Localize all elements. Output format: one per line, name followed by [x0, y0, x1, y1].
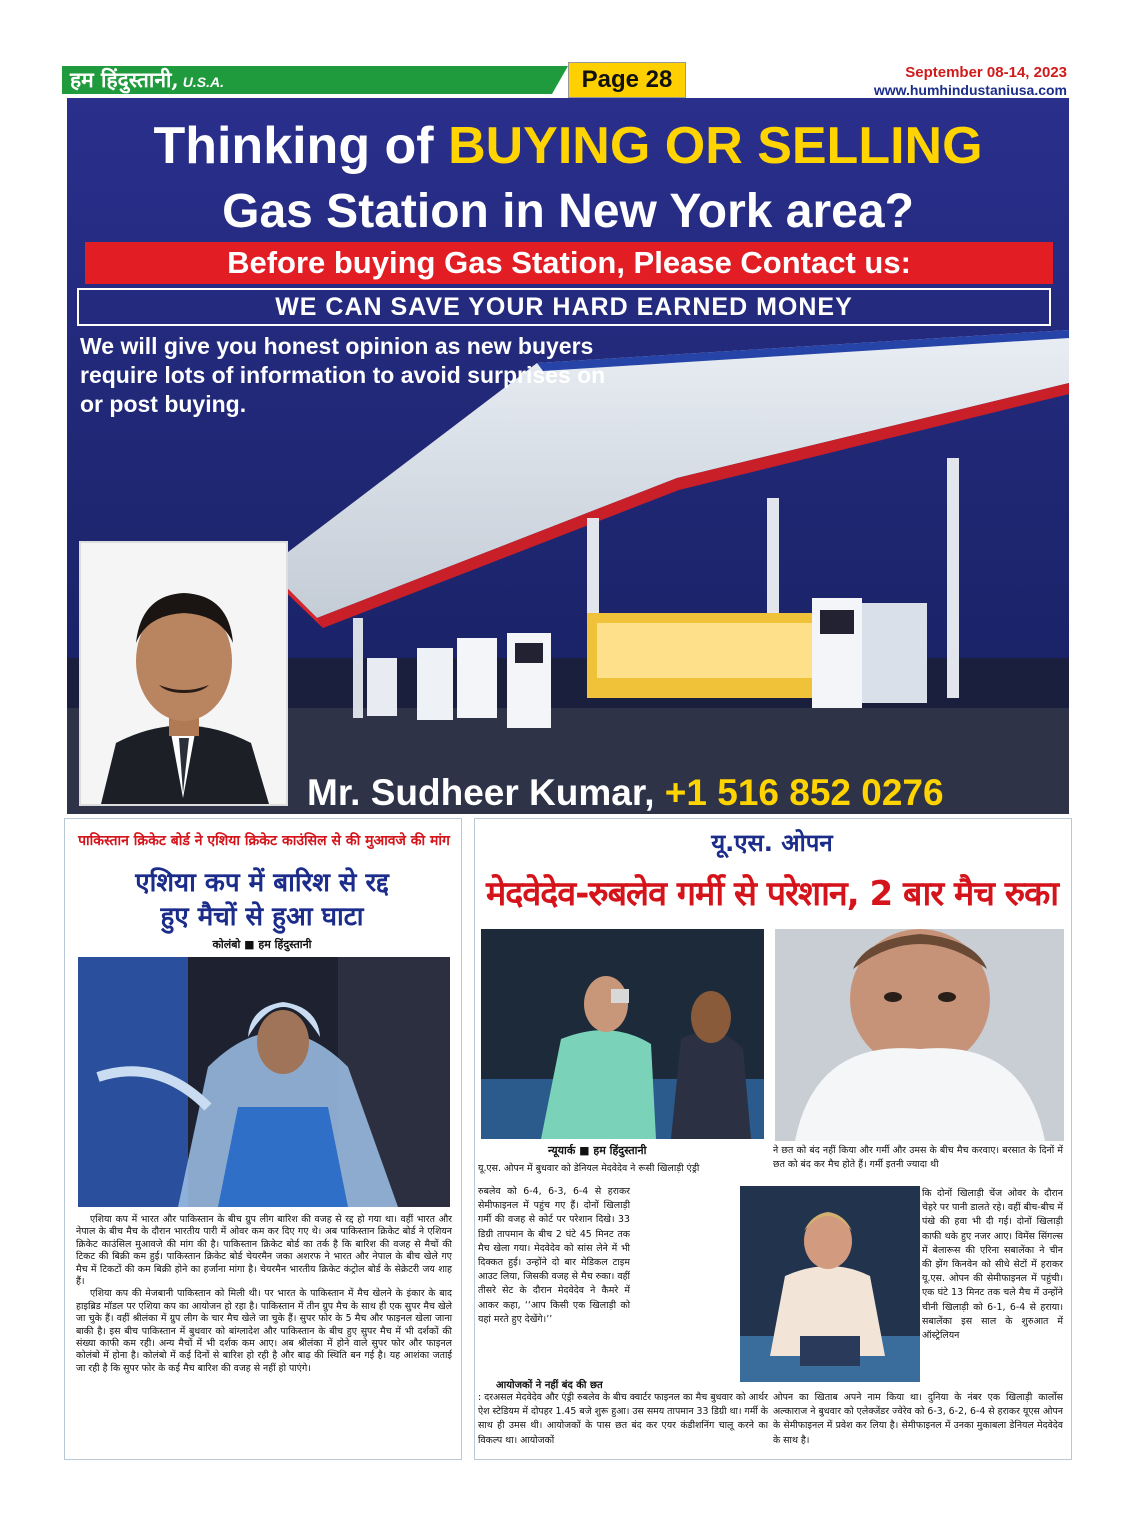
- contact-line: [307, 772, 944, 814]
- left-article-dateline: कोलंबो ■ हम हिंदुस्तानी: [212, 938, 312, 951]
- left-article-headline: [70, 866, 454, 934]
- photo-illustration: [775, 929, 1064, 1141]
- medvedev-drinking-photo: [481, 929, 764, 1139]
- website-link[interactable]: www.humhindustaniusa.com: [873, 82, 1067, 98]
- left-article-body: [76, 1214, 452, 1375]
- right-article-dateline: न्यूयार्क ■ हम हिंदुस्तानी: [548, 1144, 647, 1157]
- right-body-2a: कि दोनों खिलाड़ी चेंज ओवर के दौरान चेहरे पर पानी डालते रहे। वहीं बीच-बीच में पंखे की हवा भी दी गई। दोनों खिलाड़ी काफी थके हुए नजर आए। विमेंस सिंगल्स में बेलारूस की एरिना सबालेंका ने चीन की झेंग किनवेन को सीधे सेटों में हराकर यू.एस. ओपन की सेमीफाइनल में पहुंची। एक घंटे 13 मिनट तक चले मैच में उन्होंने चीनी खिलाड़ी को 6-1, 6-4 से हराया। सबालेंका इस साल के शुरुआत में ऑस्ट्रेलियन: [922, 1188, 1063, 1342]
- portrait-illustration: [81, 543, 286, 804]
- ad-headline-line2: Gas Station in New York area?: [222, 185, 914, 238]
- headline-line-2: हुए मैचों से हुआ घाटा: [160, 902, 364, 932]
- left-paragraph-1: एशिया कप में भारत और पाकिस्तान के बीच ग्रुप लीग बारिश की वजह से रद्द हो गया था। वहीं भारत और नेपाल के बीच मैच के दौरान भारतीय पारी में ओवर कम कर दिए गए थे। अब पाकिस्तान क्रिकेट बोर्ड ने एशियन क्रिकेट काउंसिल मुआवजे की मांग की है। पाकिस्तान क्रिकेट बोर्ड का तर्क है कि बारिश की वजह से मैचों की टिकट की बिक्री कम हुई। पाकिस्तान क्रिकेट बोर्ड चेयरमैन जका अशरफ ने भारत और नेपाल के बीच खेले गए मैच में टिकटों की कम बिक्री होने का हर्जाना मांगा है। चेयरमैन भारतीय क्रिकेट कंट्रोल बोर्ड के सेक्रेटरी जय शाह हैं।: [76, 1214, 452, 1288]
- masthead-title: [70, 66, 224, 94]
- headline-line-1: एशिया कप में बारिश से रद्द: [135, 868, 389, 898]
- ad-headline-highlight: BUYING OR SELLING: [448, 117, 983, 175]
- rain-poncho-photo: [78, 957, 450, 1207]
- ad-headline-line1: [67, 116, 1069, 176]
- paper-name: हम हिंदुस्तानी,: [70, 67, 179, 92]
- contact-name: Mr. Sudheer Kumar,: [307, 772, 655, 813]
- photo-illustration: [78, 957, 450, 1207]
- save-money-banner: WE CAN SAVE YOUR HARD EARNED MONEY: [77, 288, 1051, 326]
- photo-illustration: [740, 1186, 920, 1382]
- photo-illustration: [481, 929, 764, 1139]
- contact-banner: Before buying Gas Station, Please Contact us:: [85, 242, 1053, 284]
- left-paragraph-2: एशिया कप की मेजबानी पाकिस्तान को मिली थी। पर भारत के पाकिस्तान में मैच खेलने के इंकार के बाद हाइब्रिड मॉडल पर एशिया कप का आयोजन हो रहा है। पाकिस्तान में तीन ग्रुप मैच के साथ ही एक सुपर मैच खेले जा चुके हैं। वहीं श्रीलंका में ग्रुप लीग के चार मैच खेले जा चुके हैं। सुपर फोर के 5 मैच और फाइनल खेला जाना बाकी है। इस बीच पाकिस्तान में बुधवार को बांग्लादेश और पाकिस्तान के बीच हुए सुपर मैच में भी दर्शकों की संख्या काफी कम रही। अन्य मैचों में भी दर्शक कम आए। अब श्रीलंका में होने वाले सुपर फोर और फाइनल कोलंबो में होना है। कोलंबो में कई दिनों से बारिश हो रही है और बाढ़ की स्थिति बन गई है। यह आशंका जताई जा रही है कि सुपर फोर के कई मैच बारिश की वजह से नहीं हो पाएंगे।: [76, 1288, 452, 1374]
- medvedev-towel-photo: [775, 929, 1064, 1141]
- right-body-2: ने छत को बंद नहीं किया और गर्मी और उमस के बीच मैच करवाए। बरसात के दिनों में छत को बंद कर मैच होते हैं। गर्मी इतनी ज्यादा थी: [773, 1145, 1063, 1171]
- gas-station-advertisement: [67, 98, 1069, 814]
- right-body-3: : दरअसल मेदवेदेव और एंड्री रुबलेव के बीच क्वार्टर फाइनल का मैच बुधवार को आर्थर ऐश स्टेडियम में दोपहर 1.45 बजे शुरू हुआ। उस समय तापमान 33 डिग्री था। गर्मी के साथ ही उमस थी। आयोजकों के पास छत बंद कर एयर कंडीशनिंग चालू करने का विकल्प था। आयोजकों: [478, 1392, 768, 1446]
- issue-date: September 08-14, 2023: [905, 64, 1067, 81]
- right-body-1: यू.एस. ओपन में बुधवार को डेनियल मेदवेदेव ने रूसी खिलाड़ी एंड्री: [478, 1163, 700, 1174]
- right-article-subhead: आयोजकों ने नहीं बंद की छत: [496, 1380, 603, 1391]
- contact-portrait: [79, 541, 288, 806]
- right-body-1a: रुबलेव को 6-4, 6-3, 6-4 से हराकर सेमीफाइनल में पहुंच गए हैं। दोनों खिलाड़ी गर्मी की वजह से कोर्ट पर परेशान दिखे। 33 डिग्री तापमान के बीच 2 घंटे 45 मिनट तक मैच खेला गया। मेदवेदेव को सांस लेने में भी दिक्कत हुई। उन्होंने दो बार मेडिकल टाइम आउट लिया, जिसकी वजह से मैच रुका। वहीं तीसरे सेट के दौरान मेदवेदेव ने कैमरे में आकर कहा, ‘‘आप किसी एक खिलाड़ी को यहां मरते हुए देखेंगे।’’: [478, 1186, 630, 1325]
- left-article-kicker: पाकिस्तान क्रिकेट बोर्ड ने एशिया क्रिकेट काउंसिल से की मुआवजे की मांग: [78, 833, 450, 849]
- contact-phone[interactable]: +1 516 852 0276: [664, 772, 944, 813]
- page-number: Page 28: [568, 62, 686, 98]
- paper-suffix: U.S.A.: [182, 74, 224, 90]
- right-article-kicker: यू.एस. ओपन: [711, 829, 833, 857]
- right-body-4: ओपन का खिताब अपने नाम किया था। दुनिया के नंबर एक खिलाड़ी कार्लोस अल्काराज ने बुधवार को एलेक्जेंडर ज्वेरेव को 6-3, 6-2, 6-4 से हराकर यूएस ओपन के सेमीफाइनल में प्रवेश कर लिया है। सेमीफाइनल में उनका मुकाबला डेनियल मेदवेदेव के साथ है।: [773, 1392, 1063, 1446]
- right-article-headline: मेदवेदेव-रुबलेव गर्मी से परेशान, 2 बार मैच रुका: [485, 874, 1059, 914]
- ad-headline-prefix: Thinking of: [153, 117, 449, 175]
- ad-paragraph: We will give you honest opinion as new buyers require lots of information to avoid surprises on or post buying.: [80, 333, 606, 417]
- rublev-exhausted-photo: [740, 1186, 920, 1382]
